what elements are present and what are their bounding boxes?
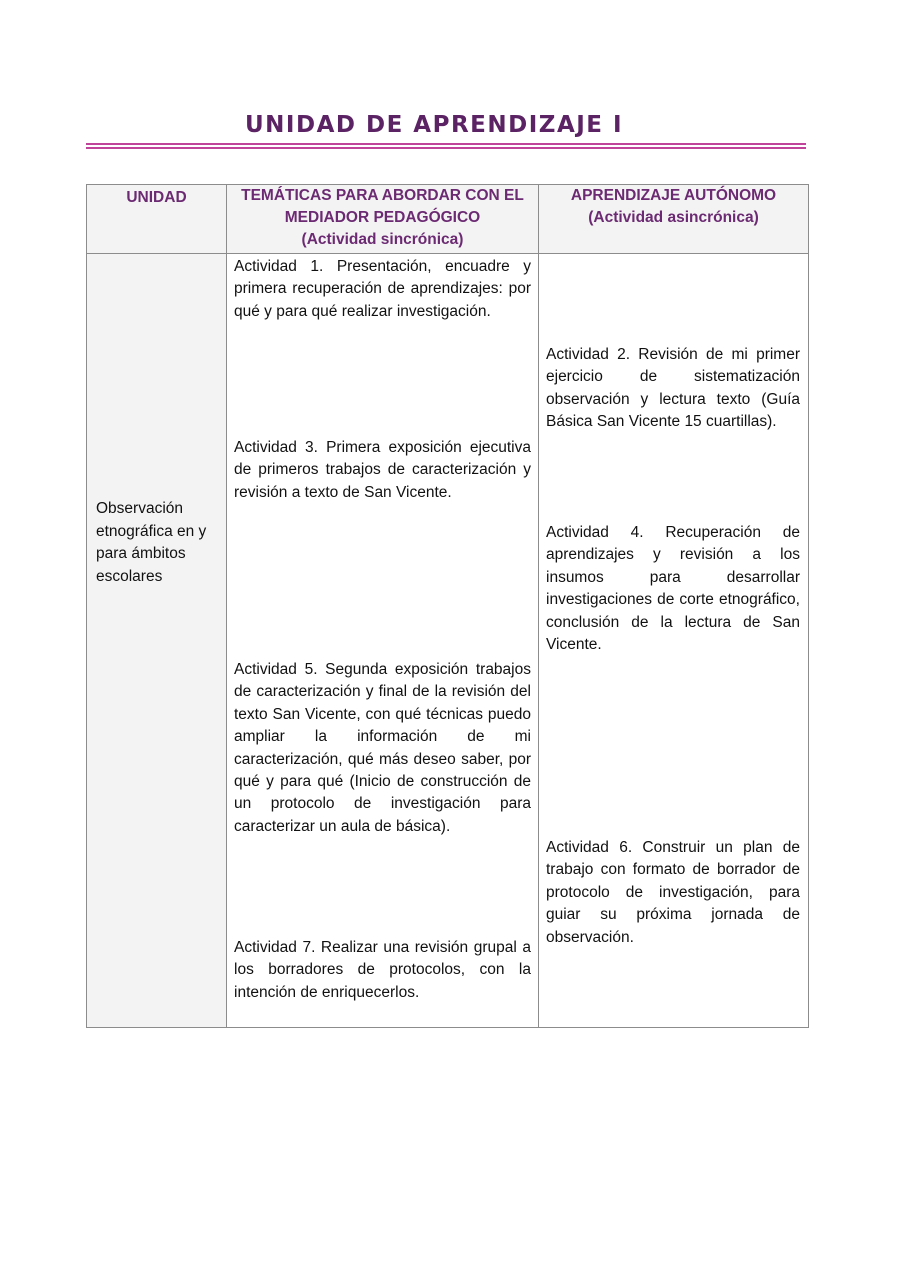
table-row [87, 254, 809, 1028]
header-tematicas-line: (Actividad sincrónica) [301, 231, 464, 248]
header-tematicas [227, 185, 539, 254]
header-unidad-label: UNIDAD [126, 189, 187, 206]
aprendizaje-activity-4: Actividad 4. Recuperación de aprendizajes y revisión a los insumos para desarrollar investigaciones de corte etnográfico, conclusión de la lectura de San Vicente. [546, 524, 800, 654]
unidad-name: Observación etnográfica en y para ámbitos escolares [96, 500, 207, 585]
tematicas-cell [227, 254, 539, 1028]
tematica-activity-7: Actividad 7. Realizar una revisión grupal a los borradores de protocolos, con la intención de enriquecerlos. [234, 939, 531, 1001]
header-aprendizaje [539, 185, 809, 254]
title-rule-bottom [86, 147, 806, 149]
table-header-row [87, 185, 809, 254]
header-unidad [87, 185, 227, 254]
title-rule-top [86, 143, 806, 145]
page-title: UNIDAD DE APRENDIZAJE I [245, 112, 624, 138]
tematica-activity-3: Actividad 3. Primera exposición ejecutiva de primeros trabajos de caracterización y revisión a texto de San Vicente. [234, 439, 531, 501]
header-tematicas-line: MEDIADOR PEDAGÓGICO [284, 209, 481, 226]
tematica-activity-5: Actividad 5. Segunda exposición trabajos de caracterización y final de la revisión del texto San Vicente, con qué técnicas puedo ampliar la información de mi caracterización, qué más deseo saber, por qué y para qué (Inicio de construcción de un protocolo de investigación para caracterizar un aula de básica). [234, 661, 531, 835]
aprendizaje-activity-6: Actividad 6. Construir un plan de trabajo con formato de borrador de protocolo de investigación, para guiar su próxima jornada de observación. [546, 839, 800, 946]
learning-unit-table [86, 184, 809, 1028]
tematica-activity-1: Actividad 1. Presentación, encuadre y primera recuperación de aprendizajes: por qué y para qué realizar investigación. [234, 258, 531, 320]
aprendizaje-activity-2: Actividad 2. Revisión de mi primer ejercicio de sistematización observación y lectura texto (Guía Básica San Vicente 15 cuartillas). [546, 346, 800, 431]
unidad-cell [87, 254, 227, 1028]
header-aprendizaje-line: (Actividad asincrónica) [588, 209, 759, 226]
header-tematicas-line: TEMÁTICAS PARA ABORDAR CON EL [241, 187, 524, 204]
aprendizaje-cell [539, 254, 809, 1028]
header-aprendizaje-line: APRENDIZAJE AUTÓNOMO [570, 187, 777, 204]
